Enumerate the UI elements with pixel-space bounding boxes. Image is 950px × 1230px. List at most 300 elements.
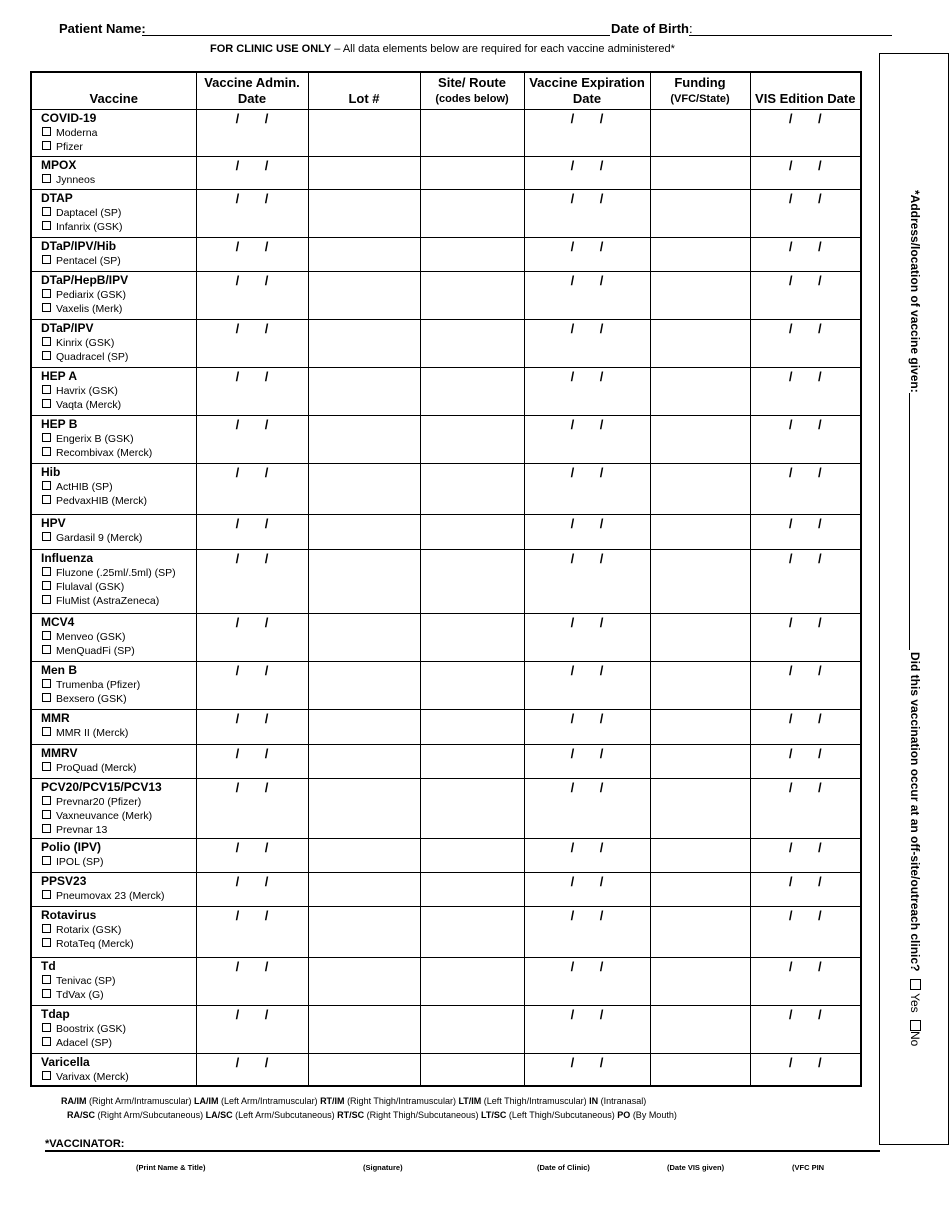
admin-date-cell[interactable]: [196, 189, 308, 237]
vis-date-cell[interactable]: [750, 549, 861, 613]
expiration-date-cell[interactable]: [524, 744, 650, 778]
admin-date-cell[interactable]: [196, 1053, 308, 1086]
lot-cell[interactable]: [308, 514, 420, 549]
admin-date-cell[interactable]: [196, 514, 308, 549]
expiration-date-cell[interactable]: [524, 156, 650, 189]
checkbox-icon[interactable]: [42, 337, 51, 346]
site-route-cell[interactable]: [420, 415, 524, 463]
lot-cell[interactable]: [308, 661, 420, 709]
checkbox-icon[interactable]: [42, 824, 51, 833]
expiration-date-cell[interactable]: [524, 367, 650, 415]
site-route-cell[interactable]: [420, 613, 524, 661]
checkbox-icon[interactable]: [42, 141, 51, 150]
offsite-question: Did this vaccination occur at an off-site/outreach clinic? Yes No: [908, 652, 922, 1047]
vaccine-option[interactable]: [32, 809, 196, 823]
site-route-cell[interactable]: [420, 744, 524, 778]
vaccine-option[interactable]: [32, 254, 196, 268]
date-slashes: / /: [570, 515, 604, 531]
vaccine-option-label: ActHIB (SP): [56, 480, 113, 493]
funding-cell[interactable]: [650, 1053, 750, 1086]
vaccine-option[interactable]: [32, 531, 196, 545]
date-slashes: / /: [788, 550, 822, 566]
vfc-pin-caption: (VFC PIN: [792, 1163, 825, 1172]
vaccine-name: DTaP/IPV: [41, 320, 94, 335]
funding-cell[interactable]: [650, 957, 750, 1005]
funding-cell[interactable]: [650, 709, 750, 744]
vaccine-name: HEP A: [41, 368, 78, 383]
expiration-date-cell[interactable]: [524, 1053, 650, 1086]
lot-cell[interactable]: [308, 156, 420, 189]
vaccine-option[interactable]: [32, 173, 196, 187]
admin-date-cell[interactable]: [196, 838, 308, 872]
vaccine-option-label: FluMist (AstraZeneca): [56, 594, 160, 607]
site-route-cell[interactable]: [420, 189, 524, 237]
funding-cell[interactable]: [650, 778, 750, 838]
checkbox-icon[interactable]: [42, 303, 51, 312]
date-slashes: / /: [570, 464, 604, 480]
admin-date-cell[interactable]: [196, 613, 308, 661]
route-code: RA/IM: [61, 1096, 87, 1106]
admin-date-cell[interactable]: [196, 744, 308, 778]
table-row: [31, 957, 861, 1005]
date-vis-caption: (Date VIS given): [667, 1163, 725, 1172]
checkbox-icon[interactable]: [42, 221, 51, 230]
site-route-cell[interactable]: [420, 778, 524, 838]
vaccine-option[interactable]: [32, 384, 196, 398]
site-route-cell[interactable]: [420, 957, 524, 1005]
expiration-date-cell[interactable]: [524, 1005, 650, 1053]
checkbox-icon[interactable]: [42, 399, 51, 408]
expiration-date-cell[interactable]: [524, 319, 650, 367]
vaccine-option-label: Prevnar 13: [56, 823, 108, 836]
checkbox-icon[interactable]: [42, 1037, 51, 1046]
vaccine-option[interactable]: [32, 644, 196, 658]
site-route-cell[interactable]: [420, 661, 524, 709]
admin-date-cell[interactable]: [196, 463, 308, 514]
checkbox-icon[interactable]: [42, 856, 51, 865]
site-route-cell[interactable]: [420, 1053, 524, 1086]
vaccine-option[interactable]: [32, 594, 196, 608]
vaccine-option[interactable]: [32, 480, 196, 494]
vaccine-option[interactable]: [32, 1036, 196, 1050]
vaccine-cell: [31, 189, 196, 237]
expiration-date-cell[interactable]: [524, 415, 650, 463]
checkbox-icon[interactable]: [42, 207, 51, 216]
patient-name-field[interactable]: [142, 35, 610, 36]
expiration-date-cell[interactable]: [524, 778, 650, 838]
table-row: [31, 367, 861, 415]
expiration-date-cell[interactable]: [524, 838, 650, 872]
lot-cell[interactable]: [308, 613, 420, 661]
address-field[interactable]: [909, 393, 910, 650]
vaccine-option[interactable]: [32, 126, 196, 140]
route-code-desc: (Right Arm/Intramuscular): [86, 1096, 195, 1106]
admin-date-cell[interactable]: [196, 906, 308, 957]
vaccine-option[interactable]: [32, 692, 196, 706]
vaccine-cell: [31, 1053, 196, 1086]
lot-cell[interactable]: [308, 109, 420, 156]
site-route-cell[interactable]: [420, 156, 524, 189]
funding-cell[interactable]: [650, 514, 750, 549]
funding-cell[interactable]: [650, 838, 750, 872]
date-slashes: / /: [235, 190, 269, 206]
checkbox-icon[interactable]: [42, 385, 51, 394]
vaccine-option-label: Pentacel (SP): [56, 254, 121, 267]
lot-cell[interactable]: [308, 463, 420, 514]
vis-date-cell[interactable]: [750, 156, 861, 189]
expiration-date-cell[interactable]: [524, 872, 650, 906]
offsite-no-checkbox[interactable]: [910, 1020, 921, 1031]
lot-cell[interactable]: [308, 906, 420, 957]
vaccine-option[interactable]: [32, 988, 196, 1002]
vaccine-option[interactable]: [32, 726, 196, 740]
date-slashes: / /: [570, 550, 604, 566]
site-route-cell[interactable]: [420, 463, 524, 514]
lot-cell[interactable]: [308, 549, 420, 613]
checkbox-icon[interactable]: [42, 924, 51, 933]
date-slashes: / /: [235, 907, 269, 923]
table-row: [31, 156, 861, 189]
expiration-date-cell[interactable]: [524, 463, 650, 514]
vaccine-option-label: RotaTeq (Merck): [56, 937, 134, 950]
route-code-desc: (Left Thigh/Intramuscular): [481, 1096, 590, 1106]
vaccine-option-label: Vaxneuvance (Merk): [56, 809, 153, 822]
date-slashes: / /: [570, 907, 604, 923]
vis-date-cell[interactable]: [750, 613, 861, 661]
vis-date-cell[interactable]: [750, 709, 861, 744]
site-route-cell[interactable]: [420, 237, 524, 271]
col-admin-date: Vaccine Admin. Date: [196, 72, 308, 109]
vis-date-cell[interactable]: [750, 744, 861, 778]
date-slashes: / /: [788, 190, 822, 206]
expiration-date-cell[interactable]: [524, 189, 650, 237]
funding-cell[interactable]: [650, 109, 750, 156]
vaccine-option[interactable]: [32, 140, 196, 154]
checkbox-icon[interactable]: [42, 581, 51, 590]
checkbox-icon[interactable]: [42, 447, 51, 456]
checkbox-icon[interactable]: [42, 127, 51, 136]
table-row: [31, 661, 861, 709]
expiration-date-cell[interactable]: [524, 709, 650, 744]
vaccine-option[interactable]: [32, 937, 196, 951]
admin-date-cell[interactable]: [196, 549, 308, 613]
checkbox-icon[interactable]: [42, 631, 51, 640]
dob-field[interactable]: [689, 35, 892, 36]
route-code: RT/SC: [337, 1110, 365, 1120]
checkbox-icon[interactable]: [42, 810, 51, 819]
table-row: [31, 549, 861, 613]
funding-cell[interactable]: [650, 872, 750, 906]
vaccine-cell: [31, 463, 196, 514]
checkbox-icon[interactable]: [42, 989, 51, 998]
funding-cell[interactable]: [650, 463, 750, 514]
vaccine-option-label: Jynneos: [56, 173, 96, 186]
site-route-cell[interactable]: [420, 271, 524, 319]
expiration-date-cell[interactable]: [524, 549, 650, 613]
checkbox-icon[interactable]: [42, 975, 51, 984]
date-slashes: / /: [570, 662, 604, 678]
vis-date-cell[interactable]: [750, 957, 861, 1005]
checkbox-icon[interactable]: [42, 495, 51, 504]
vaccine-option[interactable]: [32, 1022, 196, 1036]
expiration-date-cell[interactable]: [524, 237, 650, 271]
vis-date-cell[interactable]: [750, 1005, 861, 1053]
expiration-date-cell[interactable]: [524, 906, 650, 957]
vis-date-cell[interactable]: [750, 415, 861, 463]
vaccine-option[interactable]: [32, 288, 196, 302]
expiration-date-cell[interactable]: [524, 109, 650, 156]
site-route-cell[interactable]: [420, 319, 524, 367]
vaccine-option[interactable]: [32, 823, 196, 837]
site-route-cell[interactable]: [420, 367, 524, 415]
vis-date-cell[interactable]: [750, 271, 861, 319]
date-slashes: / /: [570, 368, 604, 384]
vaccine-option-label: Quadracel (SP): [56, 350, 129, 363]
admin-date-cell[interactable]: [196, 778, 308, 838]
lot-cell[interactable]: [308, 1005, 420, 1053]
checkbox-icon[interactable]: [42, 174, 51, 183]
admin-date-cell[interactable]: [196, 319, 308, 367]
date-slashes: / /: [570, 272, 604, 288]
date-slashes: / /: [788, 416, 822, 432]
admin-date-cell[interactable]: [196, 156, 308, 189]
site-route-cell[interactable]: [420, 872, 524, 906]
checkbox-icon[interactable]: [42, 595, 51, 604]
vis-date-cell[interactable]: [750, 661, 861, 709]
checkbox-icon[interactable]: [42, 762, 51, 771]
date-slashes: / /: [788, 958, 822, 974]
date-slashes: / /: [570, 614, 604, 630]
funding-cell[interactable]: [650, 1005, 750, 1053]
address-label: *Address/location of vaccine given:: [908, 190, 922, 650]
lot-cell[interactable]: [308, 838, 420, 872]
lot-cell[interactable]: [308, 271, 420, 319]
admin-date-cell[interactable]: [196, 661, 308, 709]
checkbox-icon[interactable]: [42, 351, 51, 360]
vaccine-option[interactable]: [32, 336, 196, 350]
admin-date-cell[interactable]: [196, 415, 308, 463]
lot-cell[interactable]: [308, 367, 420, 415]
vis-date-cell[interactable]: [750, 463, 861, 514]
funding-cell[interactable]: [650, 415, 750, 463]
admin-date-cell[interactable]: [196, 872, 308, 906]
lot-cell[interactable]: [308, 872, 420, 906]
vaccine-name: DTaP/HepB/IPV: [41, 272, 129, 287]
vaccinator-line[interactable]: [45, 1150, 880, 1152]
vaccine-option[interactable]: [32, 974, 196, 988]
route-code-desc: (Right Thigh/Subcutaneous): [364, 1110, 482, 1120]
vaccine-option[interactable]: [32, 398, 196, 412]
lot-cell[interactable]: [308, 709, 420, 744]
table-row: [31, 319, 861, 367]
expiration-date-cell[interactable]: [524, 271, 650, 319]
date-slashes: / /: [235, 958, 269, 974]
site-route-cell[interactable]: [420, 1005, 524, 1053]
lot-cell[interactable]: [308, 778, 420, 838]
vaccine-cell: [31, 1005, 196, 1053]
route-code-desc: (Right Thigh/Intramuscular): [344, 1096, 459, 1106]
admin-date-cell[interactable]: [196, 109, 308, 156]
date-slashes: / /: [788, 1006, 822, 1022]
vaccine-option-label: Flulaval (GSK): [56, 580, 125, 593]
table-row: [31, 109, 861, 156]
admin-date-cell[interactable]: [196, 367, 308, 415]
checkbox-icon[interactable]: [42, 796, 51, 805]
checkbox-icon[interactable]: [42, 727, 51, 736]
vis-date-cell[interactable]: [750, 838, 861, 872]
vaccine-option[interactable]: [32, 494, 196, 508]
expiration-date-cell[interactable]: [524, 957, 650, 1005]
route-code-desc: (Right Arm/Subcutaneous): [95, 1110, 206, 1120]
vis-date-cell[interactable]: [750, 319, 861, 367]
vaccine-option[interactable]: [32, 432, 196, 446]
vaccine-cell: [31, 744, 196, 778]
checkbox-icon[interactable]: [42, 1023, 51, 1032]
funding-cell[interactable]: [650, 661, 750, 709]
vaccine-name: Varicella: [41, 1054, 90, 1069]
checkbox-icon[interactable]: [42, 433, 51, 442]
funding-cell[interactable]: [650, 156, 750, 189]
vaccine-option[interactable]: [32, 889, 196, 903]
date-slashes: / /: [235, 320, 269, 336]
date-of-clinic-caption: (Date of Clinic): [537, 1163, 590, 1172]
site-route-cell[interactable]: [420, 838, 524, 872]
lot-cell[interactable]: [308, 957, 420, 1005]
route-code-desc: (Left Arm/Subcutaneous): [232, 1110, 338, 1120]
vaccine-option[interactable]: [32, 302, 196, 316]
table-row: [31, 463, 861, 514]
vaccine-name: MPOX: [41, 157, 77, 172]
vis-date-cell[interactable]: [750, 237, 861, 271]
vaccine-option[interactable]: [32, 761, 196, 775]
lot-cell[interactable]: [308, 744, 420, 778]
vis-date-cell[interactable]: [750, 367, 861, 415]
lot-cell[interactable]: [308, 319, 420, 367]
vaccine-name: MMR: [41, 710, 70, 725]
vaccine-option[interactable]: [32, 350, 196, 364]
vaccine-option[interactable]: [32, 1070, 196, 1084]
admin-date-cell[interactable]: [196, 237, 308, 271]
admin-date-cell[interactable]: [196, 1005, 308, 1053]
funding-cell[interactable]: [650, 744, 750, 778]
date-slashes: / /: [570, 238, 604, 254]
checkbox-icon[interactable]: [42, 289, 51, 298]
site-route-cell[interactable]: [420, 906, 524, 957]
route-code: LA/SC: [205, 1110, 233, 1120]
date-slashes: / /: [788, 662, 822, 678]
vaccine-rows: [31, 109, 861, 1086]
admin-date-cell[interactable]: [196, 957, 308, 1005]
funding-cell[interactable]: [650, 367, 750, 415]
col-lot: Lot #: [308, 72, 420, 109]
vaccine-option[interactable]: [32, 855, 196, 869]
table-row: [31, 838, 861, 872]
vaccinator-label: *VACCINATOR:: [45, 1138, 125, 1150]
vis-date-cell[interactable]: [750, 514, 861, 549]
date-slashes: / /: [235, 368, 269, 384]
funding-cell[interactable]: [650, 271, 750, 319]
site-route-cell[interactable]: [420, 514, 524, 549]
vaccine-option[interactable]: [32, 678, 196, 692]
lot-cell[interactable]: [308, 237, 420, 271]
vaccine-option-label: Havrix (GSK): [56, 384, 118, 397]
vaccine-option[interactable]: [32, 580, 196, 594]
date-slashes: / /: [570, 779, 604, 795]
vaccine-name: Hib: [41, 464, 61, 479]
vaccine-option[interactable]: [32, 566, 196, 580]
vaccine-option[interactable]: [32, 795, 196, 809]
checkbox-icon[interactable]: [42, 1071, 51, 1080]
admin-date-cell[interactable]: [196, 709, 308, 744]
site-route-cell[interactable]: [420, 109, 524, 156]
vaccine-name: PCV20/PCV15/PCV13: [41, 779, 162, 794]
vis-date-cell[interactable]: [750, 109, 861, 156]
funding-cell[interactable]: [650, 613, 750, 661]
checkbox-icon[interactable]: [42, 481, 51, 490]
vaccine-cell: [31, 367, 196, 415]
expiration-date-cell[interactable]: [524, 514, 650, 549]
vaccine-option-label: Menveo (GSK): [56, 630, 126, 643]
vis-date-cell[interactable]: [750, 778, 861, 838]
vaccine-option[interactable]: [32, 446, 196, 460]
checkbox-icon[interactable]: [42, 567, 51, 576]
vaccine-cell: [31, 957, 196, 1005]
date-slashes: / /: [235, 710, 269, 726]
vis-date-cell[interactable]: [750, 1053, 861, 1086]
expiration-date-cell[interactable]: [524, 661, 650, 709]
site-route-cell[interactable]: [420, 549, 524, 613]
vaccine-option-label: Pneumovax 23 (Merck): [56, 889, 165, 902]
vaccine-name: Tdap: [41, 1006, 70, 1021]
vis-date-cell[interactable]: [750, 189, 861, 237]
vaccine-cell: [31, 838, 196, 872]
lot-cell[interactable]: [308, 1053, 420, 1086]
vaccine-cell: [31, 271, 196, 319]
lot-cell[interactable]: [308, 189, 420, 237]
checkbox-icon[interactable]: [42, 679, 51, 688]
site-route-cell[interactable]: [420, 709, 524, 744]
vaccine-option[interactable]: [32, 220, 196, 234]
date-slashes: / /: [788, 873, 822, 889]
vaccine-name: MCV4: [41, 614, 75, 629]
checkbox-icon[interactable]: [42, 693, 51, 702]
date-slashes: / /: [788, 368, 822, 384]
vaccine-option[interactable]: [32, 206, 196, 220]
checkbox-icon[interactable]: [42, 532, 51, 541]
checkbox-icon[interactable]: [42, 890, 51, 899]
funding-cell[interactable]: [650, 906, 750, 957]
vaccine-cell: [31, 709, 196, 744]
expiration-date-cell[interactable]: [524, 613, 650, 661]
funding-cell[interactable]: [650, 189, 750, 237]
vis-date-cell[interactable]: [750, 872, 861, 906]
vaccine-option[interactable]: [32, 630, 196, 644]
vis-date-cell[interactable]: [750, 906, 861, 957]
vaccine-cell: [31, 319, 196, 367]
checkbox-icon[interactable]: [42, 645, 51, 654]
lot-cell[interactable]: [308, 415, 420, 463]
admin-date-cell[interactable]: [196, 271, 308, 319]
funding-cell[interactable]: [650, 319, 750, 367]
funding-cell[interactable]: [650, 237, 750, 271]
vaccine-option-label: MMR II (Merck): [56, 726, 129, 739]
vaccine-option[interactable]: [32, 923, 196, 937]
date-slashes: / /: [788, 710, 822, 726]
offsite-yes-checkbox[interactable]: [910, 979, 921, 990]
checkbox-icon[interactable]: [42, 255, 51, 264]
checkbox-icon[interactable]: [42, 938, 51, 947]
funding-cell[interactable]: [650, 549, 750, 613]
